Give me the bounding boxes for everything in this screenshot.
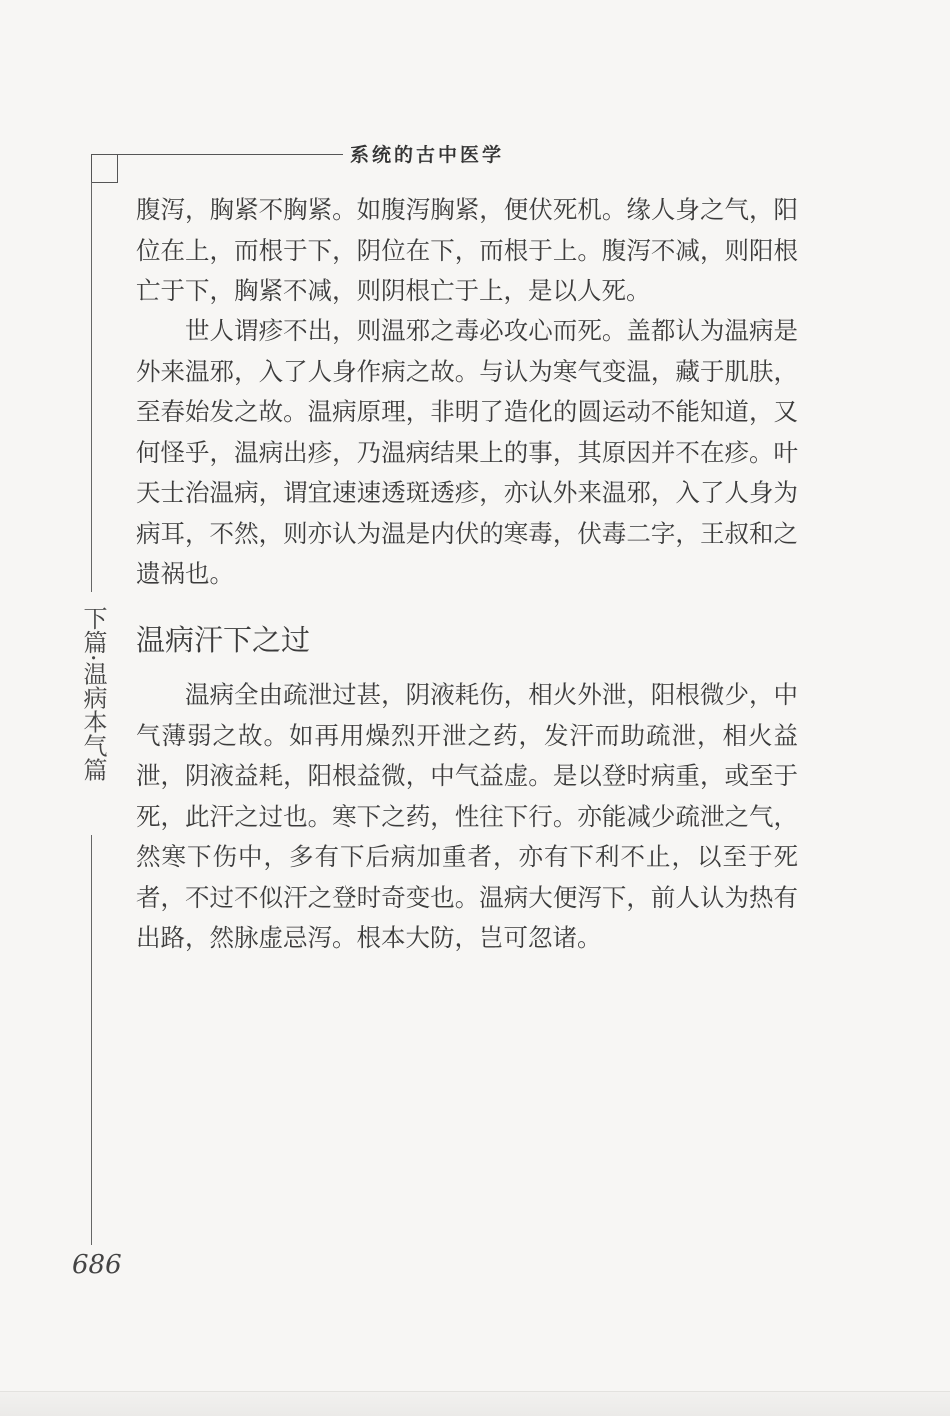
- paragraph-text: 世人谓疹不出，则温邪之毒必攻心而死。盖都认为温病是外来温邪，入了人身作病之故。与认为寒气变温，藏于肌肤，至春始发之故。温病原理，非明了造化的圆运动不能知道，又何怪乎，温病出疹，乃温病结果上的事，其原因并不在疹。叶天士治温病，谓宜速速透斑透疹，亦认外来温邪，入了人身为病耳，不然，则亦认为温是内伏的寒毒，伏毒二字，王叔和之遗祸也。: [136, 316, 798, 588]
- body-paragraph-2: [136, 311, 798, 595]
- page-number: 686: [72, 1250, 122, 1280]
- side-chapter-label: 下篇·温病本气篇: [79, 606, 107, 782]
- scan-edge: [0, 1391, 950, 1416]
- margin-rule-bottom: [91, 835, 92, 1245]
- paragraph-text: 腹泻，胸紧不胸紧。如腹泻胸紧，便伏死机。缘人身之气，阳位在上，而根于下，阴位在下，而根于上。腹泻不减，则阳根亡于下，胸紧不减，则阴根亡于上，是以人死。: [136, 195, 798, 305]
- header-corner-box: [91, 154, 118, 183]
- running-header-title: 系统的古中医学: [350, 144, 505, 166]
- section-heading: 温病汗下之过: [136, 623, 311, 657]
- header-rule: [118, 154, 343, 155]
- body-paragraph-3: [136, 675, 798, 959]
- margin-rule-top: [91, 182, 92, 592]
- paragraph-text: 温病全由疏泄过甚，阴液耗伤，相火外泄，阳根微少，中气薄弱之故。如再用燥烈开泄之药，发汗而助疏泄，相火益泄，阴液益耗，阳根益微，中气益虚。是以登时病重，或至于死，此汗之过也。寒下之药，性往下行。亦能减少疏泄之气，然寒下伤中，多有下后病加重者，亦有下利不止，以至于死者，不过不似汗之登时奇变也。温病大便泻下，前人认为热有出路，然脉虚忌泻。根本大防，岂可忽诸。: [136, 680, 798, 952]
- body-paragraph-1: [136, 190, 798, 312]
